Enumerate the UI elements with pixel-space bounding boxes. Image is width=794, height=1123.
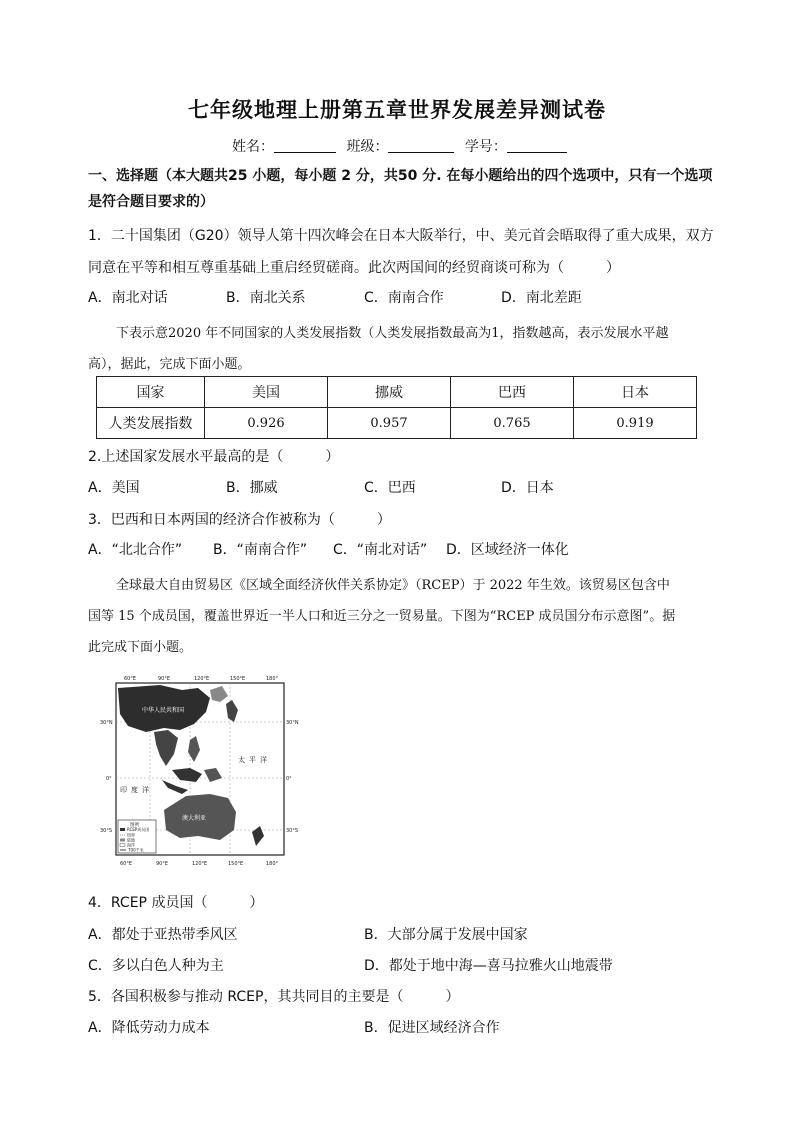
legend-swatch-land (120, 839, 125, 842)
q4-stem: 4．RCEP 成员国（ ） (88, 895, 264, 911)
table-header-cell: 国家 (97, 377, 205, 408)
map-bottom-lon-1: 60°E (120, 861, 133, 867)
q4-option-d[interactable]: D．都处于地中海—喜马拉雅火山地震带 (364, 958, 613, 974)
q2-option-b[interactable]: B．挪威 (226, 480, 278, 496)
q5-option-b[interactable]: B．促进区域经济合作 (364, 1020, 500, 1036)
q2-stem: 2.上述国家发展水平最高的是（ ） (88, 449, 340, 465)
legend-swatch-member (120, 828, 125, 831)
map-intro-line2: 国等 15 个成员国，覆盖世界近一半人口和近三分之一贸易量。下图为“RCEP 成员国分布示意图”。据 (88, 609, 676, 624)
q4-option-a[interactable]: A．都处于亚热带季风区 (88, 927, 238, 943)
q1-option-d[interactable]: D．南北差距 (501, 290, 582, 306)
table-header-row (97, 377, 697, 408)
q1-stem-line2: 同意在平等和相互尊重基础上重启经贸磋商。此次两国间的经贸商谈可称为（ ） (88, 260, 620, 276)
legend-item-member: RCEP成员国 (127, 827, 150, 832)
map-intro-line3: 此完成下面小题。 (88, 640, 193, 655)
map-top-lon-3: 120°E (194, 676, 210, 682)
map-right-lat-1: 30°N (286, 720, 299, 726)
legend-item-border: 国界 (127, 832, 135, 838)
q5-option-a[interactable]: A．降低劳动力成本 (88, 1020, 210, 1036)
hdi-table (96, 376, 697, 439)
q1-option-c[interactable]: C．南南合作 (364, 290, 444, 306)
class-blank[interactable] (388, 138, 454, 153)
legend-swatch-sea (120, 844, 125, 847)
table-header-cell: 日本 (574, 377, 697, 408)
q1-option-a[interactable]: A．南北对话 (88, 290, 168, 306)
map-top-lon-1: 60°E (124, 676, 137, 682)
rcep-map (98, 670, 303, 870)
map-label-pacific: 太平洋 (238, 756, 271, 764)
id-blank[interactable] (507, 138, 567, 153)
page-title: 七年级地理上册第五章世界发展差异测试卷 (188, 98, 606, 122)
map-top-lon-4: 150°E (230, 676, 246, 682)
q2-option-c[interactable]: C．巴西 (364, 480, 416, 496)
section-heading-line2: 是符合题目要求的） (88, 194, 214, 210)
q3-option-a[interactable]: A．“北北合作” (88, 542, 183, 558)
class-label: 班级： (346, 139, 389, 155)
table-cell: 0.765 (451, 408, 574, 439)
student-info (232, 137, 567, 157)
map-bottom-lon-3: 120°E (192, 861, 208, 867)
table-cell: 0.957 (328, 408, 451, 439)
table-cell: 0.926 (205, 408, 328, 439)
q3-stem: 3．巴西和日本两国的经济合作被称为（ ） (88, 512, 391, 528)
map-right-lat-3: 30°S (286, 828, 299, 834)
q3-option-b[interactable]: B．“南南合作” (213, 542, 308, 558)
table-intro-line2: 高），据此，完成下面小题。 (88, 357, 251, 372)
map-label-australia: 澳大利亚 (182, 815, 207, 822)
table-row-label: 人类发展指数 (97, 408, 205, 439)
q2-option-a[interactable]: A．美国 (88, 480, 140, 496)
legend-item-land: 陆地 (127, 837, 135, 843)
table-header-cell: 巴西 (451, 377, 574, 408)
map-bottom-lon-4: 150°E (228, 861, 244, 867)
table-intro-line1: 下表示意2020 年不同国家的人类发展指数（人类发展指数最高为1，指数越高，表示发展水平越 (116, 326, 669, 341)
q1-stem-line1: 1．二十国集团（G20）领导人第十四次峰会在日本大阪举行，中、美元首会晤取得了重大成果，双方 (88, 228, 714, 244)
map-left-lat-1: 30°N (100, 720, 113, 726)
q2-option-d[interactable]: D．日本 (501, 480, 554, 496)
map-bottom-lon-2: 90°E (156, 861, 169, 867)
map-left-lat-2: 0° (106, 776, 112, 782)
legend-item-sea: 海洋 (127, 842, 135, 848)
id-label: 学号： (464, 139, 507, 155)
q4-option-c[interactable]: C．多以白色人种为主 (88, 958, 224, 974)
table-header-cell: 美国 (205, 377, 328, 408)
map-label-china: 中华人民共和国 (142, 707, 185, 714)
table-row (97, 408, 697, 439)
map-label-indian: 印度洋 (120, 786, 153, 794)
map-top-lon-2: 90°E (158, 676, 171, 682)
name-blank[interactable] (274, 138, 336, 153)
map-intro-line1: 全球最大自由贸易区《区域全面经济伙伴关系协定》（RCEP）于 2022 年生效。该贸易区包含中 (116, 578, 670, 593)
q3-option-d[interactable]: D．区域经济一体化 (446, 542, 569, 558)
map-top-lon-5: 180° (266, 676, 279, 682)
q3-option-c[interactable]: C．“南北对话” (333, 542, 428, 558)
map-bottom-lon-5: 180° (266, 861, 279, 867)
q5-stem: 5．各国积极参与推动 RCEP，其共同目的主要是（ ） (88, 989, 460, 1005)
q4-option-b[interactable]: B．大部分属于发展中国家 (364, 927, 528, 943)
map-right-lat-2: 0° (286, 776, 292, 782)
legend-item-scale: 700千米 (128, 847, 144, 853)
section-heading-line1: 一、选择题（本大题共25 小题，每小题 2 分，共50 分. 在每小题给出的四个选项中，只有一个选项 (88, 168, 713, 184)
q1-option-b[interactable]: B．南北关系 (226, 290, 306, 306)
name-label: 姓名： (232, 139, 274, 155)
map-left-lat-3: 30°S (100, 828, 113, 834)
legend-title: 图例 (130, 823, 139, 828)
table-cell: 0.919 (574, 408, 697, 439)
table-header-cell: 挪威 (328, 377, 451, 408)
